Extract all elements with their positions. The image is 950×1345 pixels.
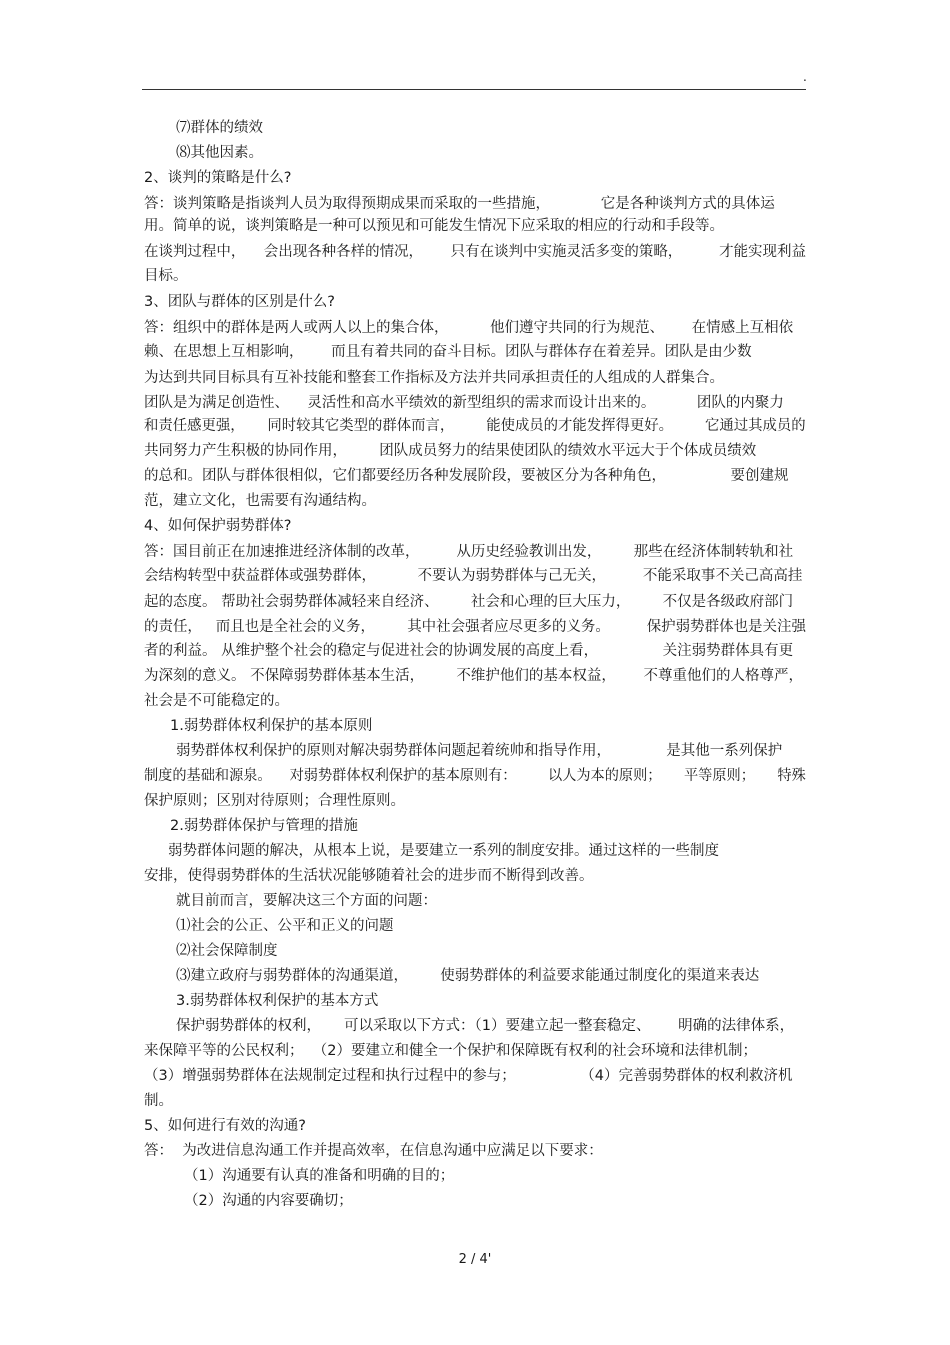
text-line: （3）增强弱势群体在法规制定过程和执行过程中的参与； （4）完善弱势群体的权利救济机 bbox=[144, 1068, 793, 1084]
text-line: ⑻其他因素。 bbox=[176, 145, 263, 161]
text-line: 为达到共同目标具有互补技能和整套工作指标及方法并共同承担责任的人组成的人群集合。 bbox=[144, 370, 724, 386]
text-line: 弱势群体问题的解决，从根本上说，是要建立一系列的制度安排。通过这样的一些制度 bbox=[168, 843, 719, 859]
list-item: ⑴社会的公正、公平和正义的问题 bbox=[176, 918, 394, 934]
list-item: （1）沟通要有认真的准备和明确的目的； bbox=[184, 1168, 455, 1184]
section-heading: 4、如何保护弱势群体? bbox=[144, 518, 292, 534]
text-line: 制。 bbox=[144, 1093, 173, 1109]
text-line: 答：谈判策略是指谈判人员为取得预期成果而采取的一些措施， 它是各种谈判方式的具体运 bbox=[144, 196, 775, 212]
text-line: 的责任， 而且也是全社会的义务， 其中社会强者应尽更多的义务。 保护弱势群体也是关注强 bbox=[144, 619, 806, 635]
text-line: 保护原则；区别对待原则；合理性原则。 bbox=[144, 793, 405, 809]
text-line: 会结构转型中获益群体或强势群体， 不要认为弱势群体与己无关， 不能采取事不关己高高挂 bbox=[144, 568, 803, 584]
list-item: ⑶建立政府与弱势群体的沟通渠道， 使弱势群体的利益要求能通过制度化的渠道来表达 bbox=[176, 968, 760, 984]
section-heading: 3、团队与群体的区别是什么? bbox=[144, 294, 335, 310]
text-line: 答： 为改进信息沟通工作并提高效率，在信息沟通中应满足以下要求： bbox=[144, 1143, 603, 1159]
list-item: （2）沟通的内容要确切； bbox=[184, 1193, 353, 1209]
text-line: 答：组织中的群体是两人或两人以上的集合体， 他们遵守共同的行为规范、 在情感上互相依 bbox=[144, 320, 794, 336]
text-line: 保护弱势群体的权利， 可以采取以下方式：（1）要建立起一整套稳定、 明确的法律体系， bbox=[176, 1018, 795, 1034]
text-line: 答：国目前正在加速推进经济体制的改革， 从历史经验教训出发， 那些在经济体制转轨和社 bbox=[144, 544, 794, 560]
text-line: 共同努力产生积极的协同作用， 团队成员努力的结果使团队的绩效水平远大于个体成员绩效 bbox=[144, 443, 757, 459]
text-line: 制度的基础和源泉。 对弱势群体权利保护的基本原则有： 以人为本的原则； 平等原则； 特殊 bbox=[144, 768, 806, 784]
text-line: 在谈判过程中， 会出现各种各样的情况， 只有在谈判中实施灵活多变的策略， 才能实现利益 bbox=[144, 244, 806, 260]
text-line: ⑺群体的绩效 bbox=[176, 120, 263, 136]
text-line: 团队是为满足创造性、 灵活性和高水平绩效的新型组织的需求而设计出来的。 团队的内聚力 bbox=[144, 395, 784, 411]
header-mark: . bbox=[803, 70, 807, 84]
text-line: 为深刻的意义。 不保障弱势群体基本生活， 不维护他们的基本权益， 不尊重他们的人格尊严， bbox=[144, 668, 804, 684]
text-line: 安排，使得弱势群体的生活状况能够随着社会的进步而不断得到改善。 bbox=[144, 868, 594, 884]
text-line: 社会是不可能稳定的。 bbox=[144, 693, 289, 709]
text-line: 用。简单的说，谈判策略是一种可以预见和可能发生情况下应采取的相应的行动和手段等。 bbox=[144, 218, 724, 234]
text-line: 赖、在思想上互相影响， 而且有着共同的奋斗目标。团队与群体存在着差异。团队是由少数 bbox=[144, 344, 752, 360]
text-line: 范，建立文化，也需要有沟通结构。 bbox=[144, 493, 376, 509]
subsection-heading: 1.弱势群体权利保护的基本原则 bbox=[170, 718, 373, 734]
list-item: ⑵社会保障制度 bbox=[176, 943, 278, 959]
page-number: 2 / 4' bbox=[458, 1252, 492, 1267]
text-line: 的总和。团队与群体很相似，它们都要经历各种发展阶段，要被区分为各种角色， 要创建规 bbox=[144, 468, 789, 484]
text-line: 就目前而言，要解决这三个方面的问题： bbox=[176, 893, 437, 909]
section-heading: 2、谈判的策略是什么? bbox=[144, 170, 292, 186]
subsection-heading: 3.弱势群体权利保护的基本方式 bbox=[176, 993, 379, 1009]
text-line: 起的态度。 帮助社会弱势群体减轻来自经济、 社会和心理的巨大压力， 不仅是各级政府部门 bbox=[144, 594, 794, 610]
text-line: 目标。 bbox=[144, 268, 188, 284]
subsection-heading: 2.弱势群体保护与管理的措施 bbox=[170, 818, 358, 834]
section-heading: 5、如何进行有效的沟通? bbox=[144, 1118, 306, 1134]
text-line: 来保障平等的公民权利； （2）要建立和健全一个保护和保障既有权利的社会环境和法律机制； bbox=[144, 1043, 757, 1059]
text-line: 者的利益。 从维护整个社会的稳定与促进社会的协调发展的高度上看， 关注弱势群体具有更 bbox=[144, 643, 794, 659]
text-line: 弱势群体权利保护的原则对解决弱势群体问题起着统帅和指导作用， 是其他一系列保护 bbox=[176, 743, 783, 759]
header-rule bbox=[142, 89, 806, 90]
text-line: 和责任感更强， 同时较其它类型的群体而言， 能使成员的才能发挥得更好。 它通过其成员的 bbox=[144, 418, 806, 434]
